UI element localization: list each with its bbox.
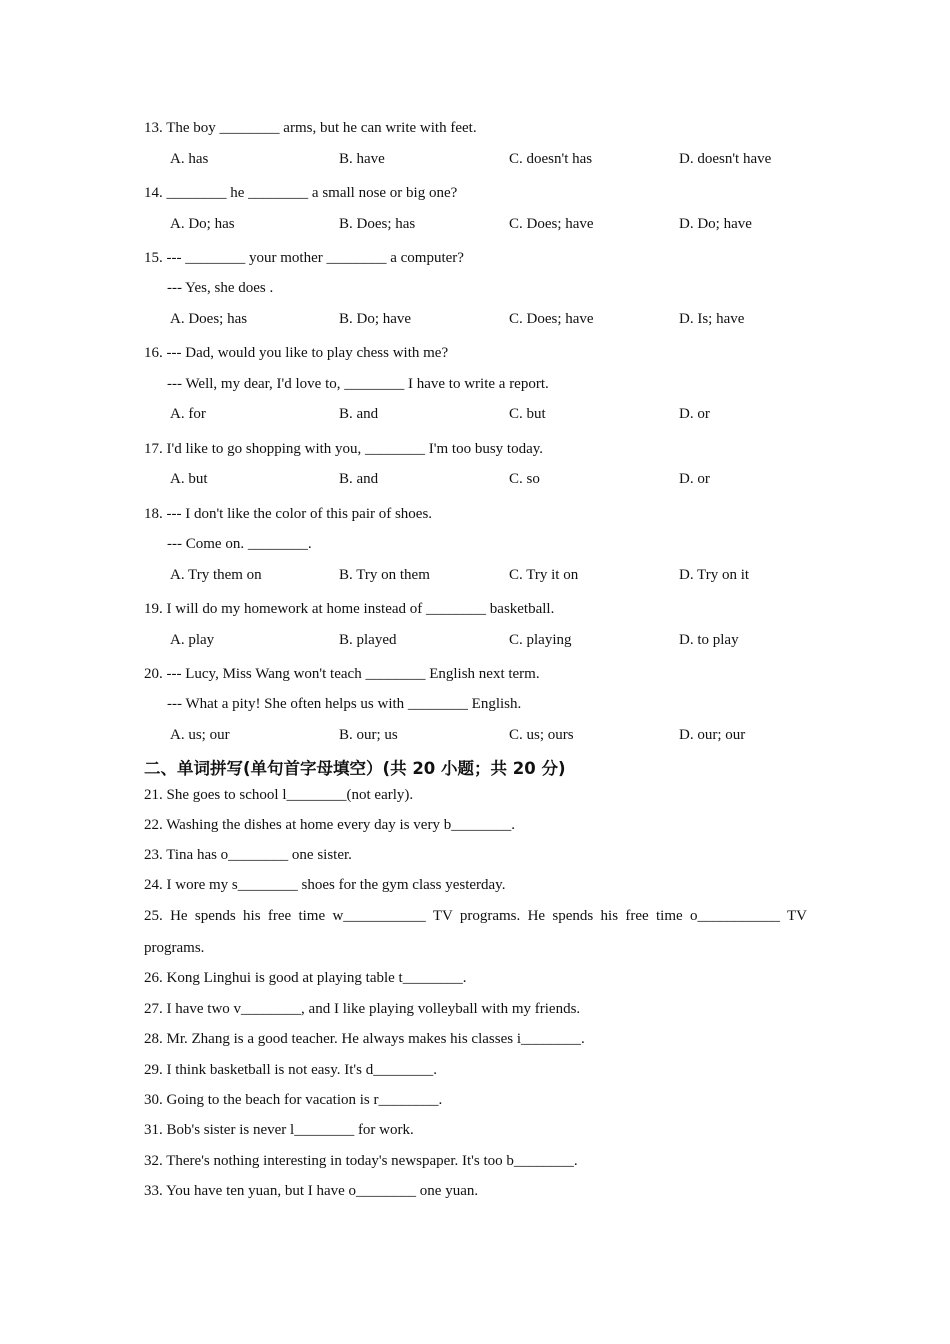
question-16-option-a: A. for bbox=[170, 406, 206, 422]
question-18-reply: --- Come on. ________. bbox=[167, 536, 312, 552]
question-17-option-c: C. so bbox=[509, 471, 540, 487]
question-16-option-c: C. but bbox=[509, 406, 546, 422]
question-19-option-d: D. to play bbox=[679, 632, 739, 648]
question-18-option-d: D. Try on it bbox=[679, 567, 750, 583]
spelling-item-21: 21. She goes to school l________(not early). bbox=[144, 787, 414, 803]
question-20-option-d: D. our; our bbox=[679, 727, 746, 743]
question-19-stem: 19. I will do my homework at home instead of ________ basketball. bbox=[144, 601, 555, 617]
question-17-option-b: B. and bbox=[339, 471, 379, 487]
question-16-option-b: B. and bbox=[339, 406, 379, 422]
question-20-reply: --- What a pity! She often helps us with ________ English. bbox=[167, 696, 522, 712]
spelling-item-32: 32. There's nothing interesting in today's newspaper. It's too b________. bbox=[144, 1153, 578, 1169]
spelling-item-23: 23. Tina has o________ one sister. bbox=[144, 847, 352, 863]
question-16-reply: --- Well, my dear, I'd love to, ________ I have to write a report. bbox=[167, 376, 549, 392]
section-two-heading: 二、单词拼写(单句首字母填空）(共 20 小题；共 20 分) bbox=[144, 759, 566, 778]
spelling-item-28: 28. Mr. Zhang is a good teacher. He always makes his classes i________. bbox=[144, 1031, 585, 1047]
question-18-option-a: A. Try them on bbox=[170, 567, 262, 583]
spelling-item-25-continuation: programs. bbox=[144, 940, 205, 956]
question-13-option-b: B. have bbox=[339, 151, 385, 167]
spelling-item-26: 26. Kong Linghui is good at playing table t________. bbox=[144, 970, 467, 986]
question-16-option-d: D. or bbox=[679, 406, 710, 422]
question-14-option-b: B. Does; has bbox=[339, 216, 416, 232]
question-15-stem: 15. --- ________ your mother ________ a computer? bbox=[144, 250, 464, 266]
question-13-option-d: D. doesn't have bbox=[679, 151, 772, 167]
question-15-option-c: C. Does; have bbox=[509, 311, 594, 327]
question-15-reply: --- Yes, she does . bbox=[167, 280, 274, 296]
spelling-item-31: 31. Bob's sister is never l________ for work. bbox=[144, 1122, 414, 1138]
spelling-item-22: 22. Washing the dishes at home every day is very b________. bbox=[144, 817, 515, 833]
question-19-option-a: A. play bbox=[170, 632, 215, 648]
question-13-option-c: C. doesn't has bbox=[509, 151, 593, 167]
question-19-option-b: B. played bbox=[339, 632, 397, 648]
question-13-option-a: A. has bbox=[170, 151, 209, 167]
question-19-option-c: C. playing bbox=[509, 632, 572, 648]
question-16-stem: 16. --- Dad, would you like to play chess with me? bbox=[144, 345, 449, 361]
question-14-stem: 14. ________ he ________ a small nose or big one? bbox=[144, 185, 458, 201]
question-17-option-a: A. but bbox=[170, 471, 208, 487]
question-14-option-c: C. Does; have bbox=[509, 216, 594, 232]
spelling-item-24: 24. I wore my s________ shoes for the gym class yesterday. bbox=[144, 877, 506, 893]
question-18-option-c: C. Try it on bbox=[509, 567, 579, 583]
spelling-item-30: 30. Going to the beach for vacation is r________. bbox=[144, 1092, 443, 1108]
question-20-option-c: C. us; ours bbox=[509, 727, 574, 743]
question-20-stem: 20. --- Lucy, Miss Wang won't teach ________ English next term. bbox=[144, 666, 540, 682]
spelling-item-27: 27. I have two v________, and I like playing volleyball with my friends. bbox=[144, 1001, 581, 1017]
question-17-option-d: D. or bbox=[679, 471, 710, 487]
question-15-option-b: B. Do; have bbox=[339, 311, 412, 327]
question-14-option-d: D. Do; have bbox=[679, 216, 752, 232]
question-17-stem: 17. I'd like to go shopping with you, ________ I'm too busy today. bbox=[144, 441, 544, 457]
spelling-item-29: 29. I think basketball is not easy. It's d________. bbox=[144, 1062, 437, 1078]
question-15-option-d: D. Is; have bbox=[679, 311, 745, 327]
question-20-option-a: A. us; our bbox=[170, 727, 230, 743]
question-18-option-b: B. Try on them bbox=[339, 567, 430, 583]
question-13-stem: 13. The boy ________ arms, but he can write with feet. bbox=[144, 120, 477, 136]
spelling-item-33: 33. You have ten yuan, but I have o________ one yuan. bbox=[144, 1183, 479, 1199]
question-14-option-a: A. Do; has bbox=[170, 216, 235, 232]
question-20-option-b: B. our; us bbox=[339, 727, 398, 743]
question-15-option-a: A. Does; has bbox=[170, 311, 248, 327]
spelling-item-25: 25. He spends his free time w___________ TV programs. He spends his free time o___________ TV bbox=[144, 908, 807, 924]
question-18-stem: 18. --- I don't like the color of this pair of shoes. bbox=[144, 506, 433, 522]
